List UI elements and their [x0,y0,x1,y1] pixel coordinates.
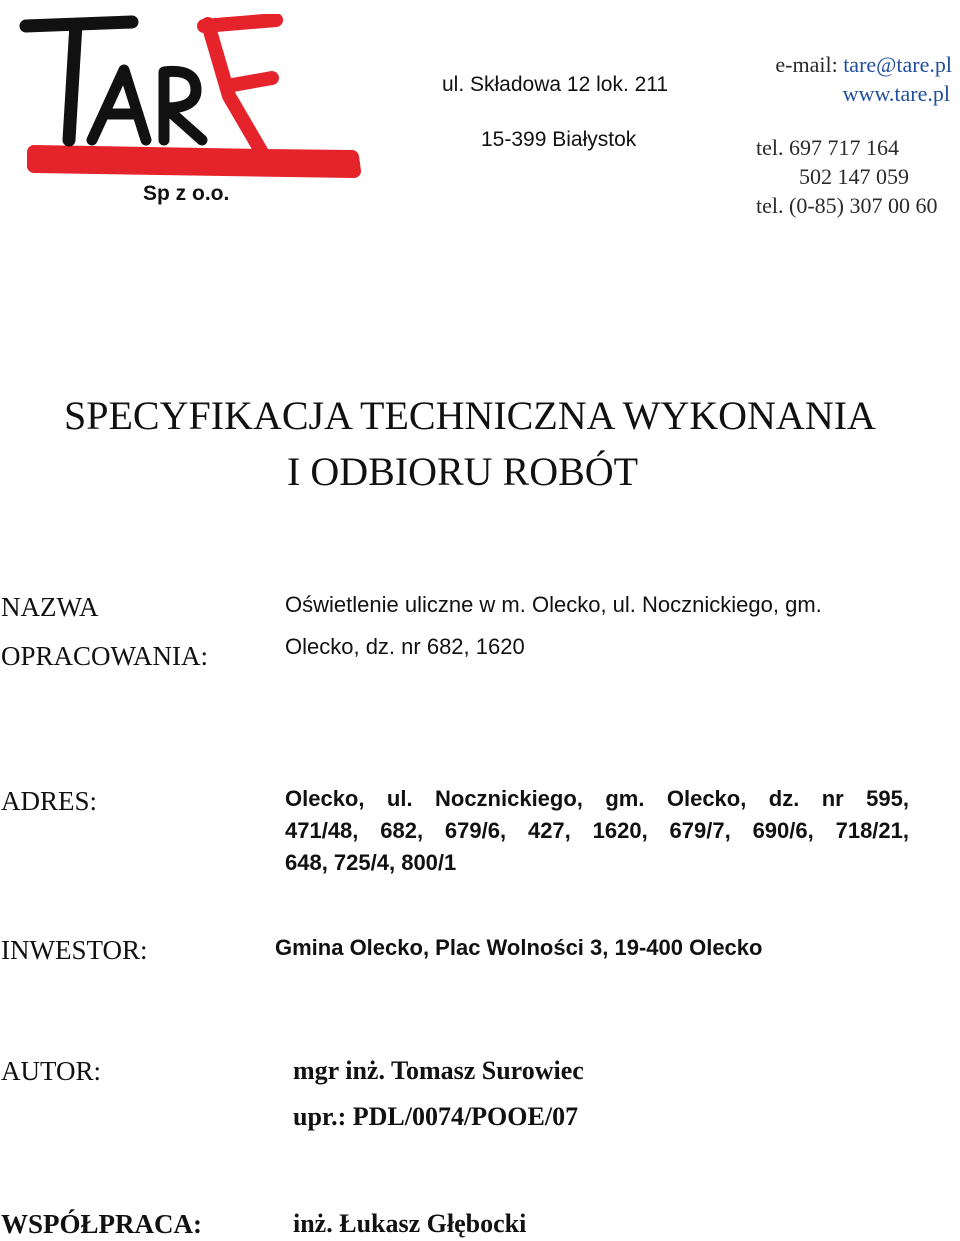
phone-line-3 [756,193,937,219]
website-line [843,81,950,107]
phone-3: (0-85) 307 00 60 [789,193,938,218]
inwestor-value: Gmina Olecko, Plac Wolności 3, 19-400 Olecko [275,935,763,960]
autor-license: upr.: PDL/0074/POOE/07 [293,1102,579,1131]
document-title-line-2: I ODBIORU ROBÓT [287,449,639,494]
tel-prefix: tel. [756,193,789,218]
phone-2: 502 147 059 [799,164,909,189]
adres-value-line-2: 471/48, 682, 679/6, 427, 1620, 679/7, 690/6, 718/21, [285,818,909,843]
street-address: ul. Składowa 12 lok. 211 [442,73,669,96]
phone-1: 697 717 164 [789,135,899,160]
inwestor-label: INWESTOR: [1,935,148,965]
website-link[interactable]: www.tare.pl [842,81,950,106]
email-link[interactable]: tare@tare.pl [843,52,952,77]
adres-value-line-3: 648, 725/4, 800/1 [285,850,457,875]
company-logo [14,14,364,179]
email-line [775,52,952,78]
nazwa-value-line-1: Oświetlenie uliczne w m. Olecko, ul. Nocznickiego, gm. [285,592,822,617]
phone-line-1 [756,135,899,161]
email-prefix: e-mail: [775,52,844,77]
nazwa-value-line-2: Olecko, dz. nr 682, 1620 [285,634,525,659]
wspolpraca-label: WSPÓŁPRACA: [1,1209,202,1239]
nazwa-label-line-1: NAZWA [1,592,99,622]
city-address: 15-399 Białystok [481,128,637,151]
wspolpraca-value: inż. Łukasz Głębocki [293,1209,527,1238]
document-title-line-1: SPECYFIKACJA TECHNICZNA WYKONANIA [64,393,876,438]
tel-prefix: tel. [756,135,789,160]
company-suffix: Sp z o.o. [143,182,230,205]
nazwa-label-line-2: OPRACOWANIA: [1,641,209,671]
adres-value-line-1: Olecko, ul. Nocznickiego, gm. Olecko, dz. nr 595, [285,786,909,811]
autor-name: mgr inż. Tomasz Surowiec [293,1056,584,1085]
autor-label: AUTOR: [1,1056,102,1086]
adres-label: ADRES: [1,786,98,816]
